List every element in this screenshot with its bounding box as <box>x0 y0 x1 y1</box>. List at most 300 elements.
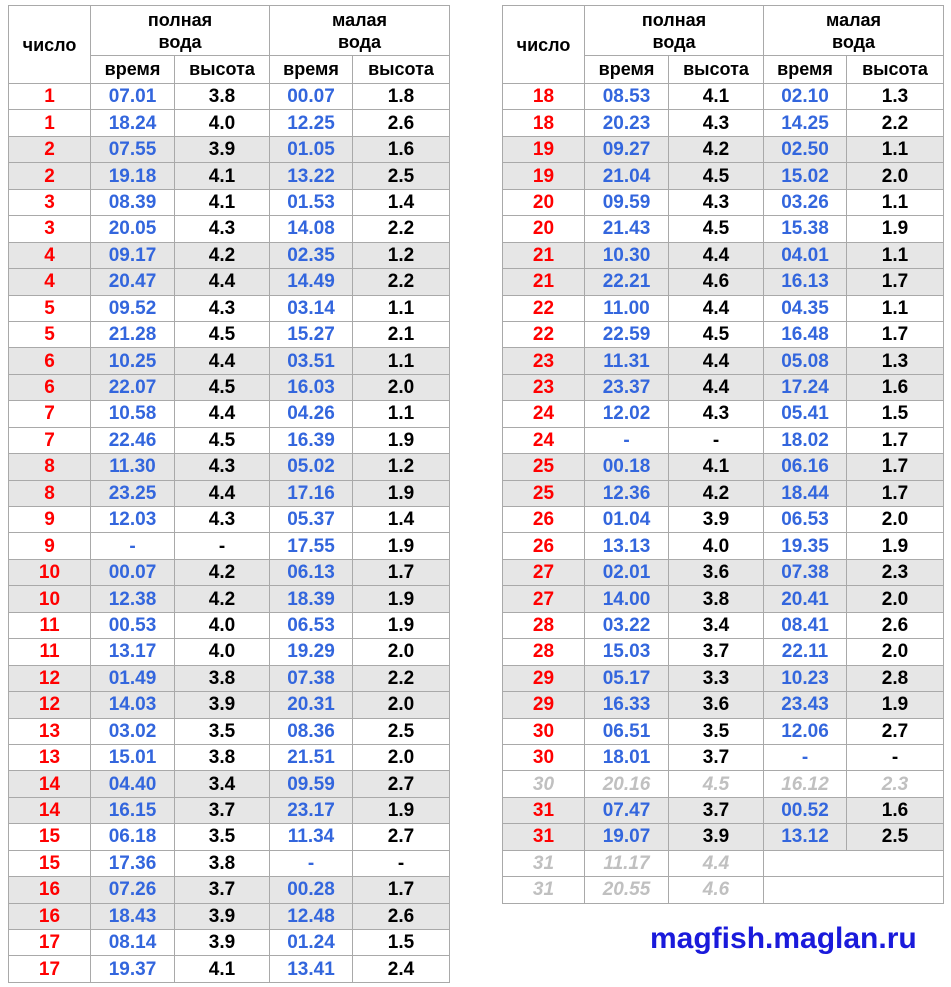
header-low-time: время <box>270 56 353 84</box>
high-height-cell: 4.5 <box>175 374 270 400</box>
high-height-cell: 4.4 <box>175 480 270 506</box>
day-cell: 19 <box>503 163 585 189</box>
day-cell: 9 <box>9 507 91 533</box>
low-height-cell: 1.1 <box>353 348 450 374</box>
low-height-cell: 2.6 <box>353 110 450 136</box>
day-cell: 18 <box>503 110 585 136</box>
table-row <box>503 401 944 427</box>
day-cell: 2 <box>9 136 91 162</box>
day-cell: 23 <box>503 348 585 374</box>
low-time-cell: 03.14 <box>270 295 353 321</box>
low-time-cell: 09.59 <box>270 771 353 797</box>
low-height-cell: 2.0 <box>847 586 944 612</box>
low-height-cell: 1.5 <box>847 401 944 427</box>
table-row <box>9 903 450 929</box>
low-time-cell: 12.06 <box>764 718 847 744</box>
high-time-cell: 11.17 <box>585 850 669 876</box>
table-row <box>503 84 944 110</box>
table-row <box>9 84 450 110</box>
low-height-cell: 1.6 <box>847 797 944 823</box>
table-row <box>503 480 944 506</box>
high-time-cell: 03.22 <box>585 612 669 638</box>
table-row <box>503 877 944 903</box>
low-height-cell: 2.2 <box>353 269 450 295</box>
day-cell: 5 <box>9 295 91 321</box>
table-row <box>503 533 944 559</box>
table-row <box>9 824 450 850</box>
low-time-cell: 18.39 <box>270 586 353 612</box>
day-cell: 22 <box>503 295 585 321</box>
low-time-cell: 06.13 <box>270 559 353 585</box>
day-cell: 30 <box>503 744 585 770</box>
table-row <box>503 189 944 215</box>
low-height-cell: 1.6 <box>847 374 944 400</box>
table-row <box>9 930 450 956</box>
low-height-cell: 1.1 <box>847 295 944 321</box>
table-row <box>503 797 944 823</box>
low-time-cell: 01.24 <box>270 930 353 956</box>
table-row <box>9 797 450 823</box>
high-height-cell: 4.4 <box>669 242 764 268</box>
day-cell: 16 <box>9 903 91 929</box>
high-height-cell: 3.8 <box>175 665 270 691</box>
high-time-cell: 04.40 <box>91 771 175 797</box>
day-cell: 14 <box>9 797 91 823</box>
day-cell: 31 <box>503 824 585 850</box>
low-height-cell: 1.9 <box>847 216 944 242</box>
low-height-cell: 2.3 <box>847 771 944 797</box>
table-row <box>503 348 944 374</box>
high-height-cell: 3.9 <box>669 824 764 850</box>
low-time-cell: 11.34 <box>270 824 353 850</box>
table-row <box>503 110 944 136</box>
day-cell: 30 <box>503 718 585 744</box>
day-cell: 12 <box>9 692 91 718</box>
day-cell: 24 <box>503 427 585 453</box>
low-height-cell: 1.9 <box>353 797 450 823</box>
table-row <box>503 136 944 162</box>
table-row <box>503 586 944 612</box>
low-height-cell: 2.0 <box>353 692 450 718</box>
low-time-cell: 05.08 <box>764 348 847 374</box>
high-height-cell: 4.3 <box>669 189 764 215</box>
table-row <box>9 401 450 427</box>
high-time-cell: 18.43 <box>91 903 175 929</box>
header-high-height: высота <box>669 56 764 84</box>
high-time-cell: 19.37 <box>91 956 175 982</box>
low-time-cell: 22.11 <box>764 639 847 665</box>
high-height-cell: 4.3 <box>175 295 270 321</box>
high-time-cell: 06.18 <box>91 824 175 850</box>
high-height-cell: 4.4 <box>175 269 270 295</box>
low-time-cell: 02.10 <box>764 84 847 110</box>
low-height-cell: 1.7 <box>847 427 944 453</box>
high-time-cell: 17.36 <box>91 850 175 876</box>
low-height-cell: - <box>847 744 944 770</box>
low-height-cell: 2.8 <box>847 665 944 691</box>
table-row <box>9 110 450 136</box>
day-cell: 31 <box>503 877 585 903</box>
day-cell: 6 <box>9 348 91 374</box>
high-time-cell: 12.38 <box>91 586 175 612</box>
high-time-cell: 10.30 <box>585 242 669 268</box>
table-row <box>9 877 450 903</box>
low-height-cell: 1.9 <box>353 427 450 453</box>
low-time-cell: 13.12 <box>764 824 847 850</box>
low-time-cell: 02.50 <box>764 136 847 162</box>
low-height-cell: 2.5 <box>847 824 944 850</box>
low-time-cell: 14.49 <box>270 269 353 295</box>
header-day: число <box>9 6 91 84</box>
high-height-cell: - <box>669 427 764 453</box>
low-height-cell: 1.2 <box>353 454 450 480</box>
low-height-cell: 1.4 <box>353 507 450 533</box>
day-cell: 29 <box>503 665 585 691</box>
table-row <box>503 269 944 295</box>
day-cell: 4 <box>9 242 91 268</box>
high-time-cell: 08.53 <box>585 84 669 110</box>
site-link[interactable]: magfish.maglan.ru <box>650 922 917 955</box>
table-row <box>9 744 450 770</box>
low-time-cell: 05.37 <box>270 507 353 533</box>
day-cell: 17 <box>9 930 91 956</box>
table-row <box>9 136 450 162</box>
low-time-cell: 06.53 <box>270 612 353 638</box>
high-time-cell: 09.27 <box>585 136 669 162</box>
day-cell: 5 <box>9 321 91 347</box>
low-height-cell: 1.1 <box>847 189 944 215</box>
low-height-cell: 2.0 <box>847 163 944 189</box>
low-time-cell: 19.35 <box>764 533 847 559</box>
table-row <box>9 295 450 321</box>
empty-cell <box>764 850 944 876</box>
low-height-cell: 1.3 <box>847 84 944 110</box>
table-row <box>9 639 450 665</box>
high-height-cell: 4.3 <box>669 110 764 136</box>
table-row <box>9 374 450 400</box>
high-height-cell: 3.5 <box>175 718 270 744</box>
low-time-cell: 10.23 <box>764 665 847 691</box>
low-height-cell: 1.2 <box>353 242 450 268</box>
high-height-cell: 3.7 <box>175 797 270 823</box>
low-time-cell: 08.36 <box>270 718 353 744</box>
high-height-cell: 3.6 <box>669 559 764 585</box>
day-cell: 15 <box>9 850 91 876</box>
high-height-cell: 3.9 <box>175 136 270 162</box>
high-height-cell: 4.4 <box>175 401 270 427</box>
low-height-cell: 1.9 <box>353 480 450 506</box>
day-cell: 10 <box>9 559 91 585</box>
high-height-cell: 4.5 <box>175 321 270 347</box>
high-time-cell: 22.21 <box>585 269 669 295</box>
high-height-cell: 4.6 <box>669 269 764 295</box>
table-row <box>9 533 450 559</box>
day-cell: 4 <box>9 269 91 295</box>
high-time-cell: 20.16 <box>585 771 669 797</box>
header-day: число <box>503 6 585 84</box>
day-cell: 25 <box>503 454 585 480</box>
day-cell: 1 <box>9 110 91 136</box>
day-cell: 22 <box>503 321 585 347</box>
high-time-cell: 22.46 <box>91 427 175 453</box>
high-time-cell: 21.04 <box>585 163 669 189</box>
low-height-cell: 2.5 <box>353 163 450 189</box>
low-time-cell: 20.41 <box>764 586 847 612</box>
high-height-cell: 4.1 <box>175 189 270 215</box>
high-time-cell: 07.55 <box>91 136 175 162</box>
low-time-cell: 13.22 <box>270 163 353 189</box>
high-height-cell: 4.2 <box>669 136 764 162</box>
high-time-cell: 14.00 <box>585 586 669 612</box>
high-time-cell: 20.05 <box>91 216 175 242</box>
table-row <box>9 956 450 982</box>
low-time-cell: 07.38 <box>764 559 847 585</box>
low-height-cell: 1.9 <box>847 692 944 718</box>
table-row <box>503 242 944 268</box>
table-row <box>503 639 944 665</box>
high-height-cell: 4.5 <box>669 216 764 242</box>
low-time-cell: 14.25 <box>764 110 847 136</box>
low-height-cell: 1.5 <box>353 930 450 956</box>
high-height-cell: 4.3 <box>175 454 270 480</box>
high-time-cell: 19.07 <box>585 824 669 850</box>
high-time-cell: 22.07 <box>91 374 175 400</box>
high-height-cell: 4.5 <box>669 771 764 797</box>
table-row <box>9 718 450 744</box>
high-height-cell: 4.5 <box>669 163 764 189</box>
high-time-cell: 02.01 <box>585 559 669 585</box>
table-row <box>503 559 944 585</box>
low-time-cell: 17.16 <box>270 480 353 506</box>
table-row <box>9 850 450 876</box>
high-time-cell: 08.39 <box>91 189 175 215</box>
low-time-cell: 00.28 <box>270 877 353 903</box>
high-height-cell: 4.1 <box>175 956 270 982</box>
low-time-cell: 23.17 <box>270 797 353 823</box>
high-height-cell: 3.5 <box>669 718 764 744</box>
low-time-cell: 04.01 <box>764 242 847 268</box>
low-height-cell: 1.9 <box>353 533 450 559</box>
table-row <box>503 824 944 850</box>
day-cell: 31 <box>503 850 585 876</box>
low-height-cell: 2.1 <box>353 321 450 347</box>
header-high-water: полная вода <box>91 6 270 56</box>
high-time-cell: 01.49 <box>91 665 175 691</box>
table-row <box>9 665 450 691</box>
high-height-cell: 3.8 <box>669 586 764 612</box>
table-row <box>503 454 944 480</box>
low-height-cell: 2.6 <box>353 903 450 929</box>
day-cell: 27 <box>503 586 585 612</box>
high-time-cell: 21.28 <box>91 321 175 347</box>
day-cell: 14 <box>9 771 91 797</box>
low-height-cell: 1.9 <box>353 586 450 612</box>
high-time-cell: 12.36 <box>585 480 669 506</box>
low-time-cell: 00.07 <box>270 84 353 110</box>
high-time-cell: 11.00 <box>585 295 669 321</box>
low-height-cell: 1.4 <box>353 189 450 215</box>
high-time-cell: 12.03 <box>91 507 175 533</box>
low-height-cell: 2.7 <box>353 824 450 850</box>
high-time-cell: 18.24 <box>91 110 175 136</box>
high-height-cell: 3.7 <box>175 877 270 903</box>
low-time-cell: 16.39 <box>270 427 353 453</box>
low-time-cell: 07.38 <box>270 665 353 691</box>
low-time-cell: 17.55 <box>270 533 353 559</box>
table-row <box>9 507 450 533</box>
high-time-cell: 01.04 <box>585 507 669 533</box>
high-time-cell: 21.43 <box>585 216 669 242</box>
high-time-cell: 09.59 <box>585 189 669 215</box>
table-row <box>9 321 450 347</box>
high-height-cell: 3.8 <box>175 744 270 770</box>
high-time-cell: 10.25 <box>91 348 175 374</box>
day-cell: 20 <box>503 216 585 242</box>
low-height-cell: 1.7 <box>847 269 944 295</box>
high-height-cell: 3.7 <box>669 639 764 665</box>
low-time-cell: 16.13 <box>764 269 847 295</box>
day-cell: 27 <box>503 559 585 585</box>
day-cell: 3 <box>9 189 91 215</box>
high-height-cell: 4.4 <box>669 348 764 374</box>
table-row <box>9 480 450 506</box>
day-cell: 9 <box>9 533 91 559</box>
header-low-height: высота <box>353 56 450 84</box>
high-height-cell: 3.8 <box>175 84 270 110</box>
day-cell: 20 <box>503 189 585 215</box>
low-height-cell: 1.8 <box>353 84 450 110</box>
low-time-cell: 23.43 <box>764 692 847 718</box>
table-row <box>9 216 450 242</box>
low-height-cell: 1.6 <box>353 136 450 162</box>
low-height-cell: 2.0 <box>353 744 450 770</box>
high-height-cell: 3.5 <box>175 824 270 850</box>
table-row <box>9 163 450 189</box>
table-row <box>9 269 450 295</box>
high-time-cell: - <box>585 427 669 453</box>
low-time-cell: - <box>764 744 847 770</box>
header-high-time: время <box>585 56 669 84</box>
high-height-cell: 4.4 <box>669 374 764 400</box>
tide-rows-right <box>503 84 944 904</box>
header-high-height: высота <box>175 56 270 84</box>
low-height-cell: 2.3 <box>847 559 944 585</box>
high-time-cell: 00.53 <box>91 612 175 638</box>
high-height-cell: 4.5 <box>175 427 270 453</box>
day-cell: 30 <box>503 771 585 797</box>
high-time-cell: 07.01 <box>91 84 175 110</box>
high-height-cell: 4.4 <box>669 295 764 321</box>
low-height-cell: 2.2 <box>353 665 450 691</box>
low-height-cell: 1.1 <box>353 401 450 427</box>
high-height-cell: 3.3 <box>669 665 764 691</box>
high-height-cell: 4.2 <box>669 480 764 506</box>
high-height-cell: 3.4 <box>175 771 270 797</box>
low-height-cell: 2.0 <box>847 507 944 533</box>
high-height-cell: 4.0 <box>175 612 270 638</box>
high-height-cell: - <box>175 533 270 559</box>
low-time-cell: 02.35 <box>270 242 353 268</box>
low-height-cell: 1.7 <box>847 454 944 480</box>
tide-table-left <box>8 5 450 983</box>
low-height-cell: 2.7 <box>847 718 944 744</box>
high-time-cell: 20.55 <box>585 877 669 903</box>
low-height-cell: 2.2 <box>353 216 450 242</box>
high-time-cell: 09.17 <box>91 242 175 268</box>
high-time-cell: - <box>91 533 175 559</box>
high-time-cell: 19.18 <box>91 163 175 189</box>
low-height-cell: 1.1 <box>353 295 450 321</box>
day-cell: 15 <box>9 824 91 850</box>
high-height-cell: 4.6 <box>669 877 764 903</box>
day-cell: 6 <box>9 374 91 400</box>
low-time-cell: 18.02 <box>764 427 847 453</box>
day-cell: 21 <box>503 269 585 295</box>
high-height-cell: 3.9 <box>175 692 270 718</box>
high-time-cell: 05.17 <box>585 665 669 691</box>
day-cell: 7 <box>9 427 91 453</box>
low-time-cell: 13.41 <box>270 956 353 982</box>
table-row <box>9 692 450 718</box>
table-row <box>503 321 944 347</box>
low-time-cell: 12.48 <box>270 903 353 929</box>
tide-table-right <box>502 5 944 904</box>
low-height-cell: 1.7 <box>847 480 944 506</box>
day-cell: 3 <box>9 216 91 242</box>
high-height-cell: 3.6 <box>669 692 764 718</box>
low-height-cell: 2.7 <box>353 771 450 797</box>
table-row <box>503 612 944 638</box>
low-height-cell: - <box>353 850 450 876</box>
high-height-cell: 4.2 <box>175 559 270 585</box>
day-cell: 17 <box>9 956 91 982</box>
high-time-cell: 18.01 <box>585 744 669 770</box>
high-time-cell: 15.01 <box>91 744 175 770</box>
high-time-cell: 00.07 <box>91 559 175 585</box>
low-time-cell: 01.05 <box>270 136 353 162</box>
low-time-cell: 19.29 <box>270 639 353 665</box>
high-time-cell: 23.37 <box>585 374 669 400</box>
low-height-cell: 1.7 <box>353 559 450 585</box>
table-row <box>503 771 944 797</box>
table-row <box>503 427 944 453</box>
low-time-cell: 00.52 <box>764 797 847 823</box>
high-height-cell: 4.5 <box>669 321 764 347</box>
low-height-cell: 2.5 <box>353 718 450 744</box>
day-cell: 19 <box>503 136 585 162</box>
low-time-cell: 15.02 <box>764 163 847 189</box>
low-time-cell: 05.41 <box>764 401 847 427</box>
low-time-cell: 16.03 <box>270 374 353 400</box>
low-time-cell: 20.31 <box>270 692 353 718</box>
low-time-cell: 16.48 <box>764 321 847 347</box>
day-cell: 11 <box>9 612 91 638</box>
high-time-cell: 20.23 <box>585 110 669 136</box>
header-high-water: полная вода <box>585 6 764 56</box>
table-row <box>503 744 944 770</box>
day-cell: 24 <box>503 401 585 427</box>
low-height-cell: 2.6 <box>847 612 944 638</box>
day-cell: 12 <box>9 665 91 691</box>
low-height-cell: 2.0 <box>847 639 944 665</box>
table-row <box>503 295 944 321</box>
low-time-cell: 15.27 <box>270 321 353 347</box>
low-time-cell: 12.25 <box>270 110 353 136</box>
low-height-cell: 2.4 <box>353 956 450 982</box>
high-time-cell: 13.17 <box>91 639 175 665</box>
high-time-cell: 22.59 <box>585 321 669 347</box>
table-row <box>503 692 944 718</box>
